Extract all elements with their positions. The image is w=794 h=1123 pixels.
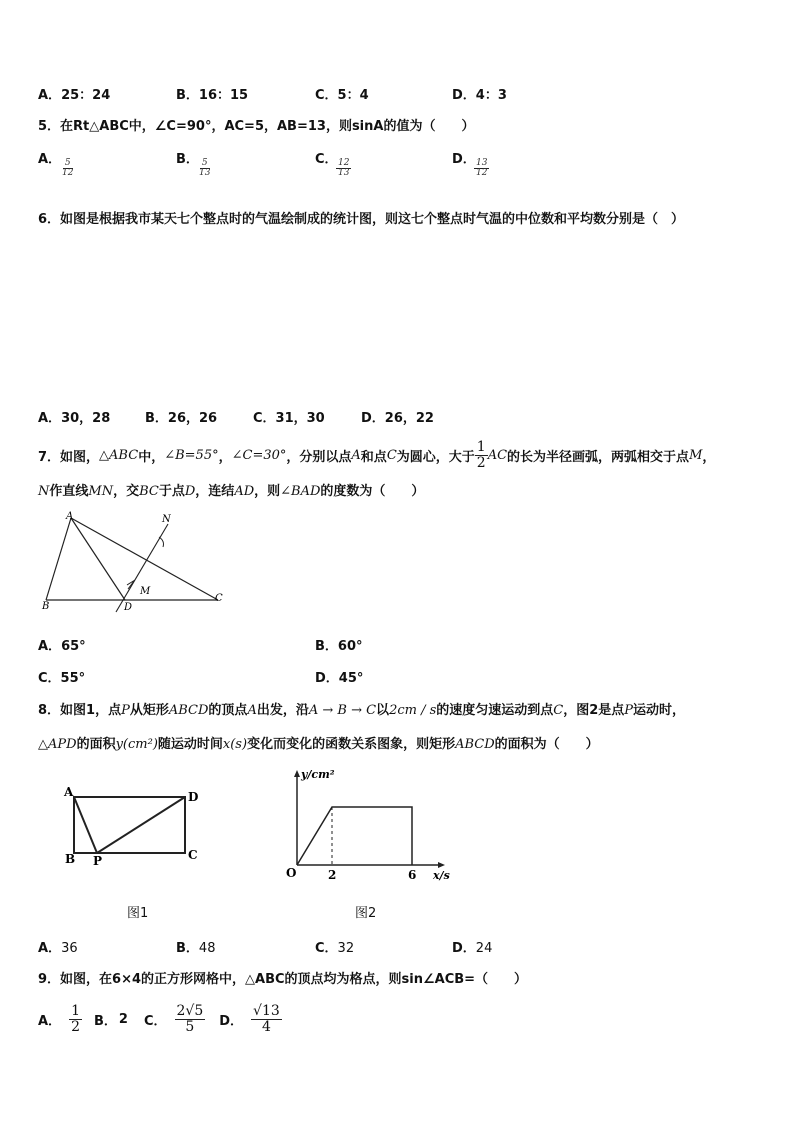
- q7-option-c: C．55°: [38, 671, 86, 686]
- q5-option-c-letter: C．: [315, 152, 338, 167]
- q8-rectangle-figure: [60, 783, 210, 873]
- label-c: C: [215, 593, 223, 604]
- graph-line: [297, 807, 412, 865]
- q6-stem: 6．如图是根据我市某天七个整点时的气温绘制成的统计图，则这七个整点时气温的中位数和平均数分别是（ ）: [38, 212, 685, 227]
- y-axis-arrow-icon: [294, 770, 300, 777]
- label-m: M: [140, 586, 151, 597]
- q8-option-d: D．24: [452, 941, 493, 956]
- label-n: N: [162, 514, 171, 525]
- q5-option-a-letter: A．: [38, 152, 62, 167]
- q8-figure2-caption: 图2: [355, 906, 377, 921]
- q6-option-b: B．26，26: [145, 411, 218, 426]
- q8-stem-line2: △APD的面积y(cm²)随运动时间x(s)变化而变化的函数关系图象，则矩形ABCD的面积为（ ）: [38, 737, 599, 752]
- q9-option-d-letter: D．: [219, 1013, 244, 1029]
- label-b: B: [42, 601, 50, 612]
- q9-stem: 9．如图，在6×4的正方形网格中，△ABC的顶点均为格点，则sin∠ACB=（ ）: [38, 972, 528, 987]
- q9-option-d-fraction: $\frac{√13}{4}$: [253, 1003, 280, 1035]
- q9-option-a-fraction: $\frac{1}{2}$: [71, 1003, 80, 1035]
- q5-option-b-letter: B．: [176, 152, 199, 167]
- q6-option-c: C．31，30: [253, 411, 325, 426]
- q9-option-c-letter: C．: [143, 1013, 167, 1029]
- tick-label-2: 2: [328, 868, 337, 882]
- q5-option-a-fraction: $\frac{5}{12}$: [62, 157, 74, 178]
- label-d: D: [188, 790, 199, 804]
- tick-label-6: 6: [408, 868, 417, 882]
- q9-option-b-value: 2: [118, 1011, 128, 1027]
- q5-option-d-letter: D．: [452, 152, 476, 167]
- q9-options: [38, 1004, 282, 1034]
- label-b: B: [65, 852, 76, 866]
- q5-stem: 5．在Rt△ABC中，∠C=90°，AC=5，AB=13，则sinA的值为（ ）: [38, 119, 475, 134]
- q4-option-d: D．4：3: [452, 88, 507, 103]
- label-a: A: [66, 511, 74, 522]
- q7-stem-line2: N作直线MN，交BC于点D，连结AD，则∠BAD的度数为（ ）: [38, 484, 425, 499]
- q7-option-b: B．60°: [315, 639, 363, 654]
- label-a: A: [64, 785, 74, 799]
- q6-option-d: D．26，22: [361, 411, 434, 426]
- segment-ap: [74, 797, 97, 853]
- rectangle-abcd: [74, 797, 185, 853]
- q9-option-c-fraction: $\frac{2√5}{5}$: [176, 1003, 204, 1035]
- q4-option-a: A．25：24: [38, 88, 111, 103]
- origin-label: O: [286, 866, 297, 880]
- segment-ad: [71, 518, 125, 600]
- y-axis-label: y/cm²: [301, 768, 335, 781]
- segment-ab: [46, 518, 71, 600]
- q8-option-b: B．48: [176, 941, 216, 956]
- q7-option-d: D．45°: [315, 671, 364, 686]
- q8-function-graph: [270, 765, 470, 885]
- segment-pd: [97, 797, 185, 853]
- label-p: P: [93, 854, 103, 868]
- q7-half-fraction: $\frac{1}{2}$: [476, 439, 486, 471]
- q4-option-c: C．5：4: [315, 88, 369, 103]
- q8-option-c: C．32: [315, 941, 355, 956]
- q8-option-a: A．36: [38, 941, 78, 956]
- q9-option-a-letter: A．: [38, 1013, 62, 1029]
- q7-triangle-figure: [36, 510, 236, 615]
- x-axis-arrow-icon: [438, 862, 445, 868]
- q8-figure1-caption: 图1: [127, 906, 149, 921]
- q5-option-c-fraction: $\frac{12}{13}$: [338, 157, 350, 178]
- label-c: C: [188, 848, 198, 862]
- q4-option-b: B．16：15: [176, 88, 249, 103]
- label-d: D: [124, 602, 133, 613]
- x-axis-label: x/s: [433, 869, 450, 882]
- q6-option-a: A．30，28: [38, 411, 111, 426]
- q5-option-d-fraction: $\frac{13}{12}$: [476, 157, 488, 178]
- q7-stem-line1: 7．如图， △ABC 中， ∠B=55° ， ∠C=30° ，分别以点 A 和点 C 为圆心，大于 $\frac{1}{2}$ AC 的长为半径画弧，两弧相交于点 M ，: [38, 439, 716, 471]
- q9-option-b-letter: B．: [93, 1013, 117, 1029]
- q5-option-b-fraction: $\frac{5}{13}$: [199, 157, 211, 178]
- q8-stem-line1: 8．如图1，点P从矩形ABCD的顶点A出发，沿A → B → C以2cm / s的速度匀速运动到点C，图2是点P运动时，: [38, 703, 686, 718]
- q7-option-a: A．65°: [38, 639, 86, 654]
